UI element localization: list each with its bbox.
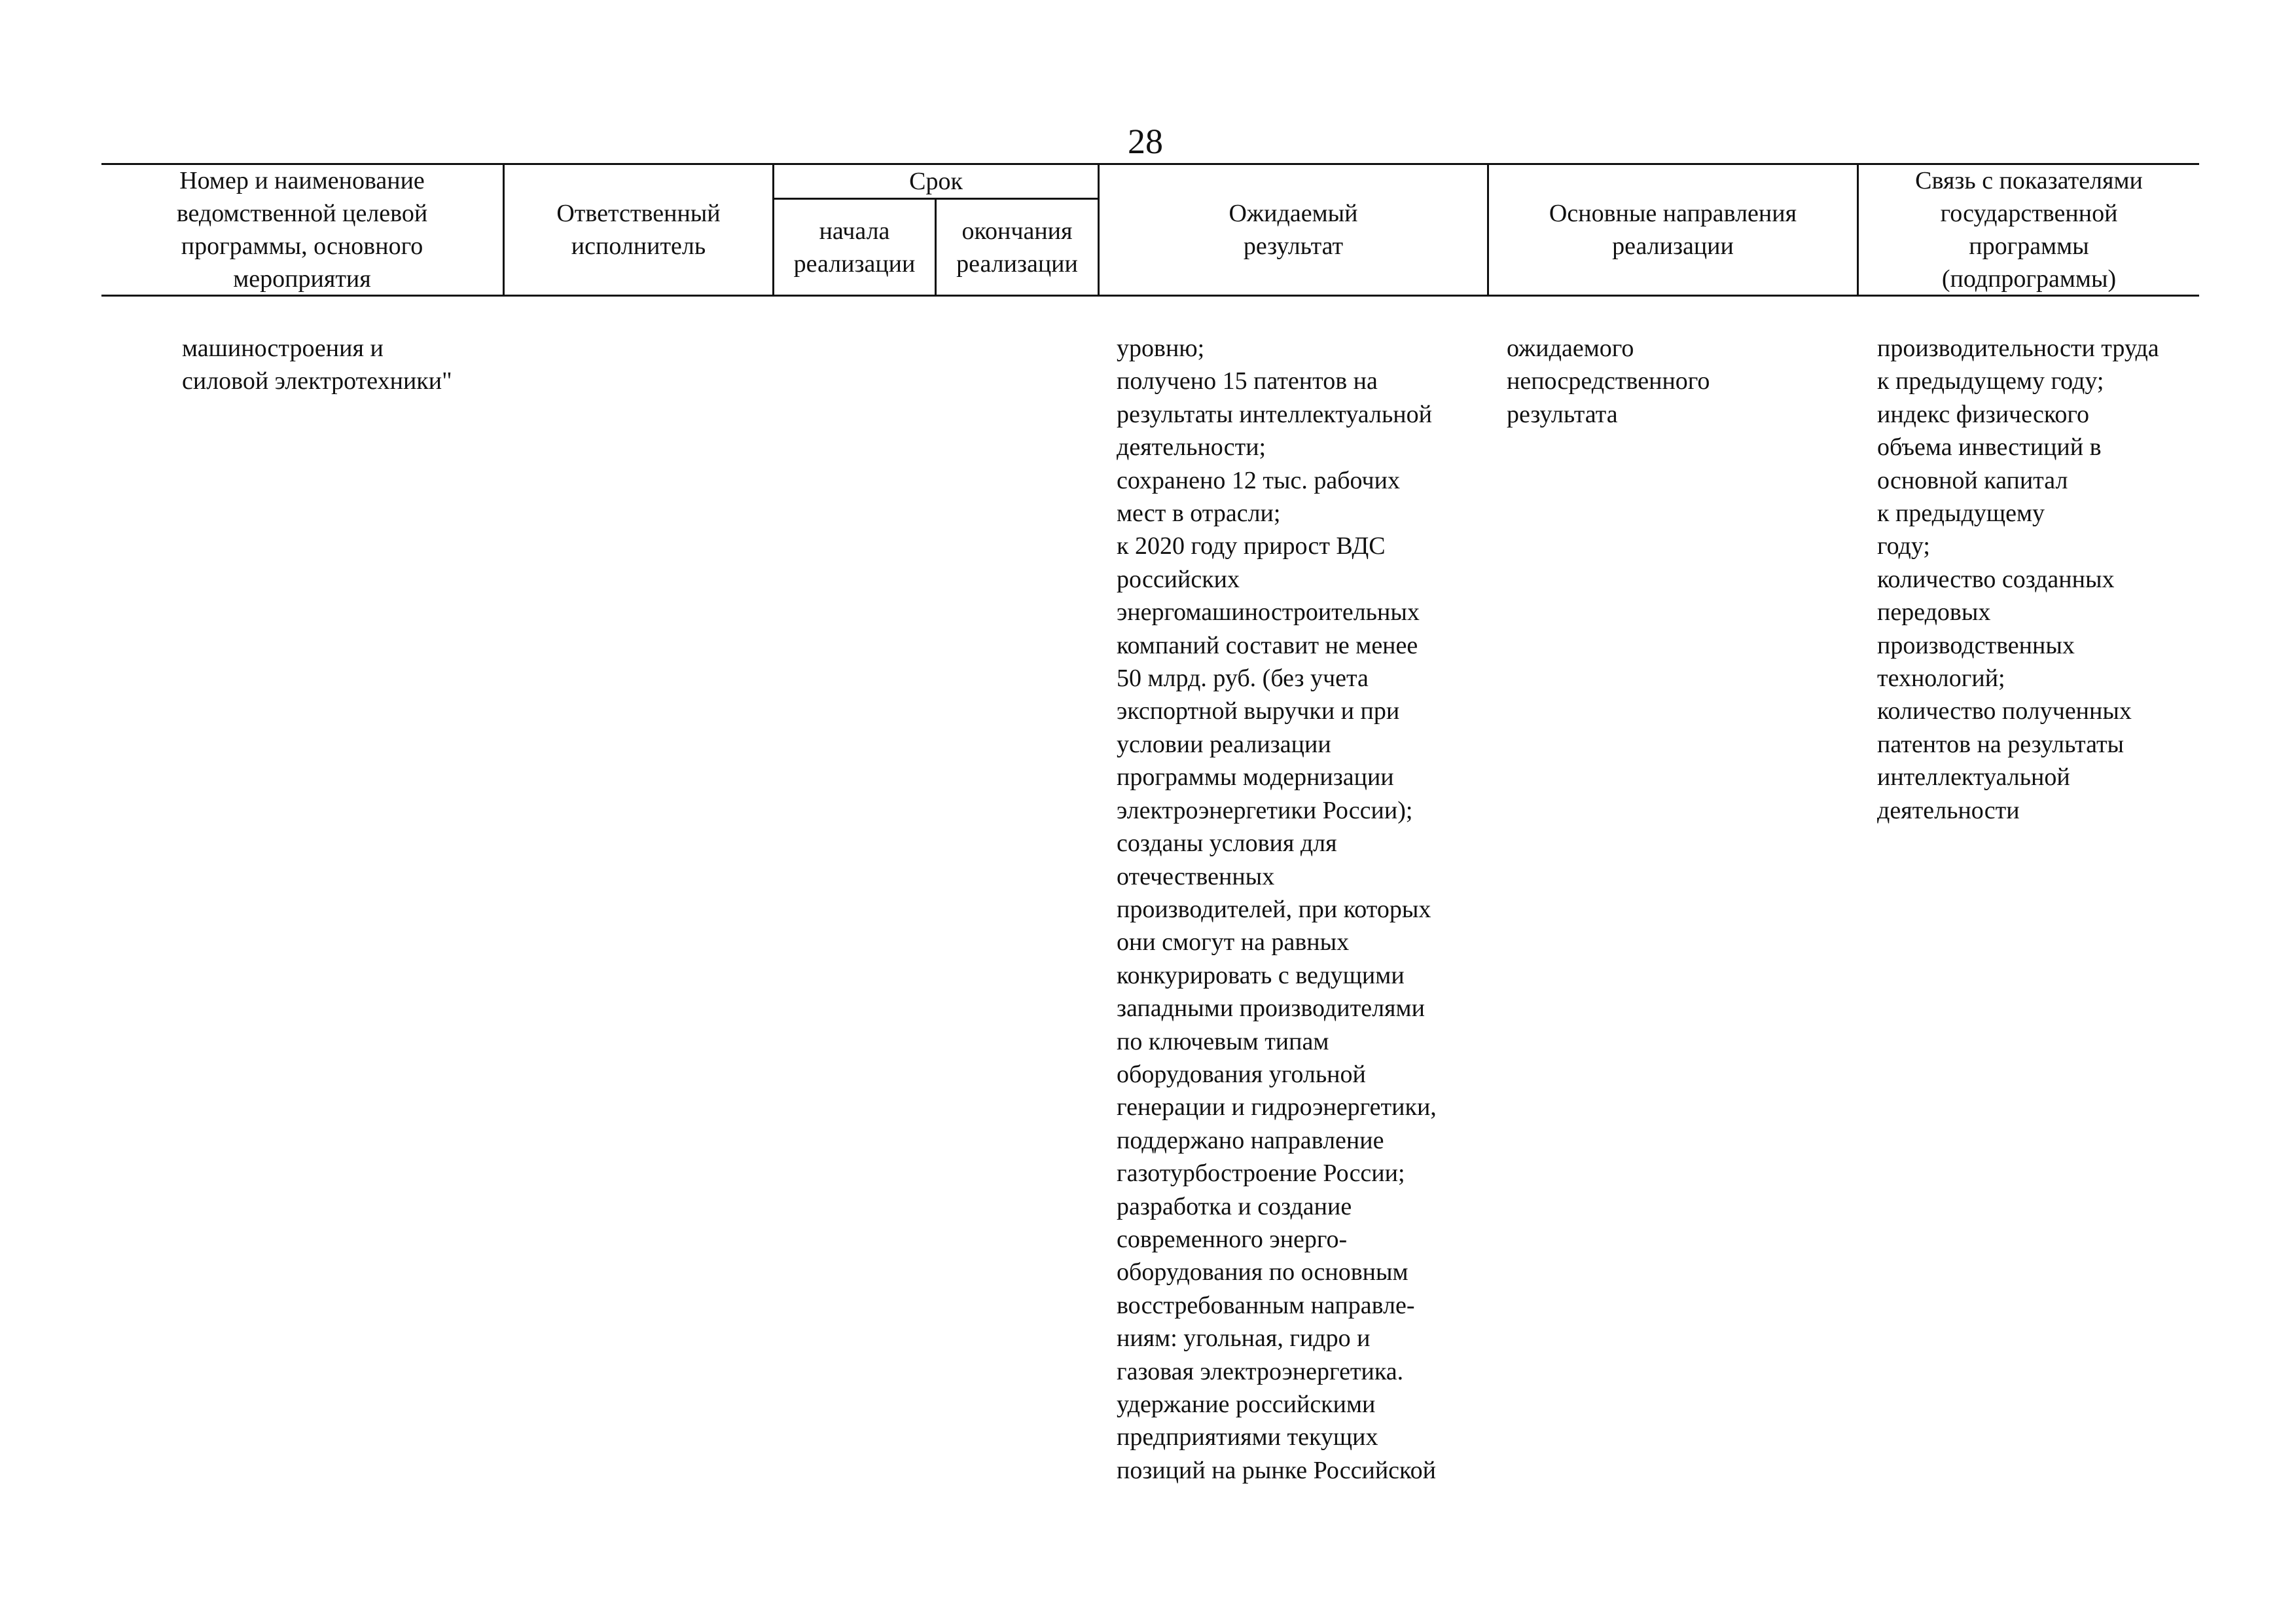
header-term-end: окончания реализации: [956, 217, 1078, 278]
header-directions: Основные направления реализации: [1549, 200, 1797, 260]
cell-link: производительности труда к предыдущему году; индекс физического объема инвестиций в основной капитал к предыдущему году; количество созданных передовых производственных технологий; количество полученных патентов на результаты интеллектуальной деятельности: [1877, 335, 2159, 824]
header-program: Номер и наименование ведомственной целевой программы, основного мероприятия: [176, 167, 428, 293]
header-term: Срок: [909, 168, 963, 195]
cell-directions: ожидаемого непосредственного результата: [1507, 335, 1710, 428]
page-number: 28: [1128, 122, 1163, 161]
header-link: Связь с показателями государственной программы (подпрограммы): [1915, 167, 2143, 293]
cell-program: машиностроения и силовой электротехники": [182, 335, 452, 395]
header-result: Ожидаемый результат: [1229, 200, 1358, 260]
header-executor: Ответственный исполнитель: [556, 200, 721, 260]
cell-result: уровню; получено 15 патентов на результаты интеллектуальной деятельности; сохранено 12 тыс. рабочих мест в отрасли; к 2020 году прирост ВДС российских энергомашиностроительных компаний составит не менее 50 млрд. руб. (без учета экспортной выручки и при условии реализации программы модернизации электроэнергетики России); созданы условия для отечественных производителей, при которых они смогут на равных конкурировать с ведущими западными производителями по ключевым типам оборудования угольной генерации и гидроэнергетики, поддержано направление газотурбостроение России; разработка и создание современного энерго- оборудования по основным восстребованным направле- ниям: угольная, гидро и газовая электроэнергетика. удержание российскими предприятиями текущих позиций на рынке Российской: [1117, 335, 1437, 1484]
header-term-start: начала реализации: [793, 217, 916, 278]
